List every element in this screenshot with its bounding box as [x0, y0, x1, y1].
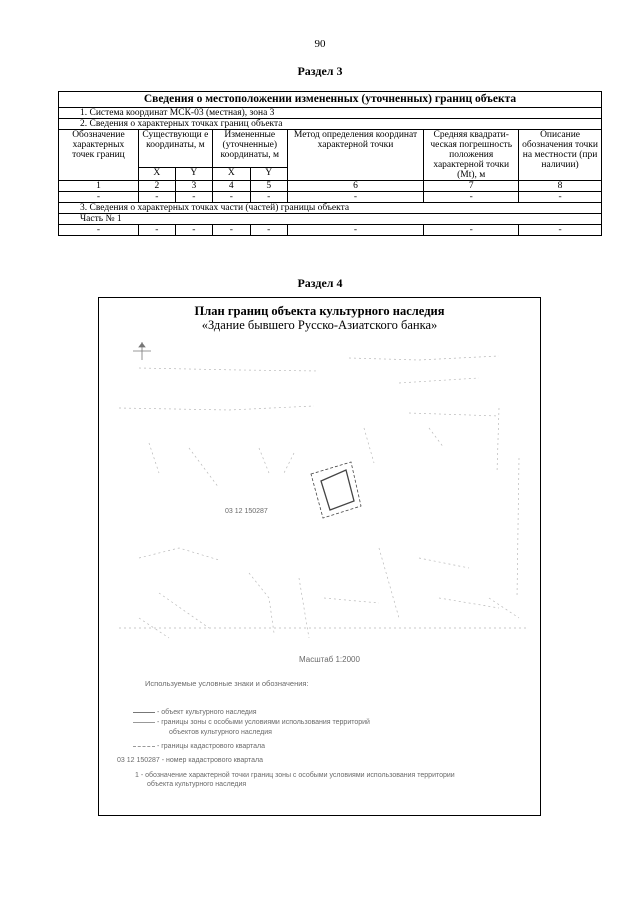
legend-item-protection-zone-cont: объектов культурного наследия — [169, 729, 272, 736]
map-linework — [119, 356, 529, 638]
col-number: 4 — [212, 181, 250, 192]
legend-heading: Используемые условные знаки и обозначения: — [145, 679, 309, 688]
table-cell: - — [138, 192, 175, 203]
table-cell: - — [138, 225, 175, 236]
cadastral-block-number: 03 12 150287 — [225, 508, 268, 515]
boundary-points-row: 2. Сведения о характерных точках границ объекта — [59, 119, 602, 130]
page-number: 90 — [314, 38, 326, 50]
legend-item-point-designation: 1 - обозначение характерной точки границ зоны с особыми условиями использования территории — [135, 772, 455, 779]
section-4-heading: Раздел 4 — [297, 276, 343, 290]
table-cell: - — [175, 192, 212, 203]
legend-symbol-dashed-icon — [133, 746, 155, 747]
north-arrow-icon — [133, 342, 151, 360]
table-row — [59, 192, 602, 203]
table-cell: - — [175, 225, 212, 236]
legend-item-cadastral-boundary — [133, 742, 265, 751]
legend-label: - объект культурного наследия — [156, 709, 257, 716]
table-cell: - — [287, 192, 424, 203]
table-cell: - — [212, 192, 250, 203]
table-cell: - — [519, 225, 602, 236]
table-cell: - — [287, 225, 424, 236]
header-x: X — [138, 167, 175, 180]
legend-item-protection-zone — [133, 718, 370, 727]
col-number: 2 — [138, 181, 175, 192]
part-points-row: 3. Сведения о характерных точках части (частей) границы объекта — [59, 203, 602, 214]
map-scale: Масштаб 1:2000 — [299, 655, 360, 664]
plan-subtitle: «Здание бывшего Русско-Азиатского банка» — [201, 318, 438, 332]
heritage-object-outline — [311, 462, 361, 518]
column-numbers-row — [59, 181, 602, 192]
legend-item-cadastral-number: 03 12 150287 - номер кадастрового квартала — [117, 757, 264, 764]
table-cell: - — [424, 192, 519, 203]
col-number: 5 — [250, 181, 287, 192]
header-description: Описание обозначения точки на местности (при наличии) — [519, 130, 602, 181]
header-point-designation: Обозначение характерных точек границ — [59, 130, 139, 181]
header-y: Y — [250, 167, 287, 180]
table-cell: - — [424, 225, 519, 236]
header-existing-coords: Существующи е координаты, м — [138, 130, 212, 168]
table-cell: - — [250, 225, 287, 236]
col-number: 7 — [424, 181, 519, 192]
legend-symbol-line-icon — [133, 722, 155, 723]
table-cell: - — [59, 225, 139, 236]
legend-item-heritage-object — [133, 708, 257, 717]
boundary-plan-frame — [98, 297, 541, 816]
table-row — [59, 225, 602, 236]
legend-label: - границы кадастрового квартала — [156, 743, 266, 750]
boundary-coordinates-table — [58, 91, 602, 236]
legend-symbol-solid-icon — [133, 712, 155, 713]
header-y: Y — [175, 167, 212, 180]
header-method: Метод определения координат характерной точки — [287, 130, 424, 181]
header-x: X — [212, 167, 250, 180]
table-cell: - — [519, 192, 602, 203]
legend-item-point-designation-cont: объекта культурного наследия — [147, 781, 247, 788]
table-cell: - — [212, 225, 250, 236]
table-title: Сведения о местоположении измененных (уточненных) границ объекта — [59, 92, 602, 108]
plan-title: План границ объекта культурного наследия — [194, 304, 445, 318]
table-cell: - — [250, 192, 287, 203]
col-number: 6 — [287, 181, 424, 192]
header-changed-coords: Измененные (уточненные) координаты, м — [212, 130, 287, 168]
part-label: Часть № 1 — [59, 214, 602, 225]
coordinate-system-row: 1. Система координат МСК-03 (местная), зона 3 — [59, 108, 602, 119]
header-error: Средняя квадрати- ческая погрешность положения характерной точки (Mt), м — [424, 130, 519, 181]
col-number: 1 — [59, 181, 139, 192]
col-number: 3 — [175, 181, 212, 192]
cadastral-map — [99, 298, 540, 815]
table-cell: - — [59, 192, 139, 203]
col-number: 8 — [519, 181, 602, 192]
legend-label: - границы зоны с особыми условиями использования территорий — [156, 719, 370, 726]
section-3-heading: Раздел 3 — [297, 64, 343, 78]
